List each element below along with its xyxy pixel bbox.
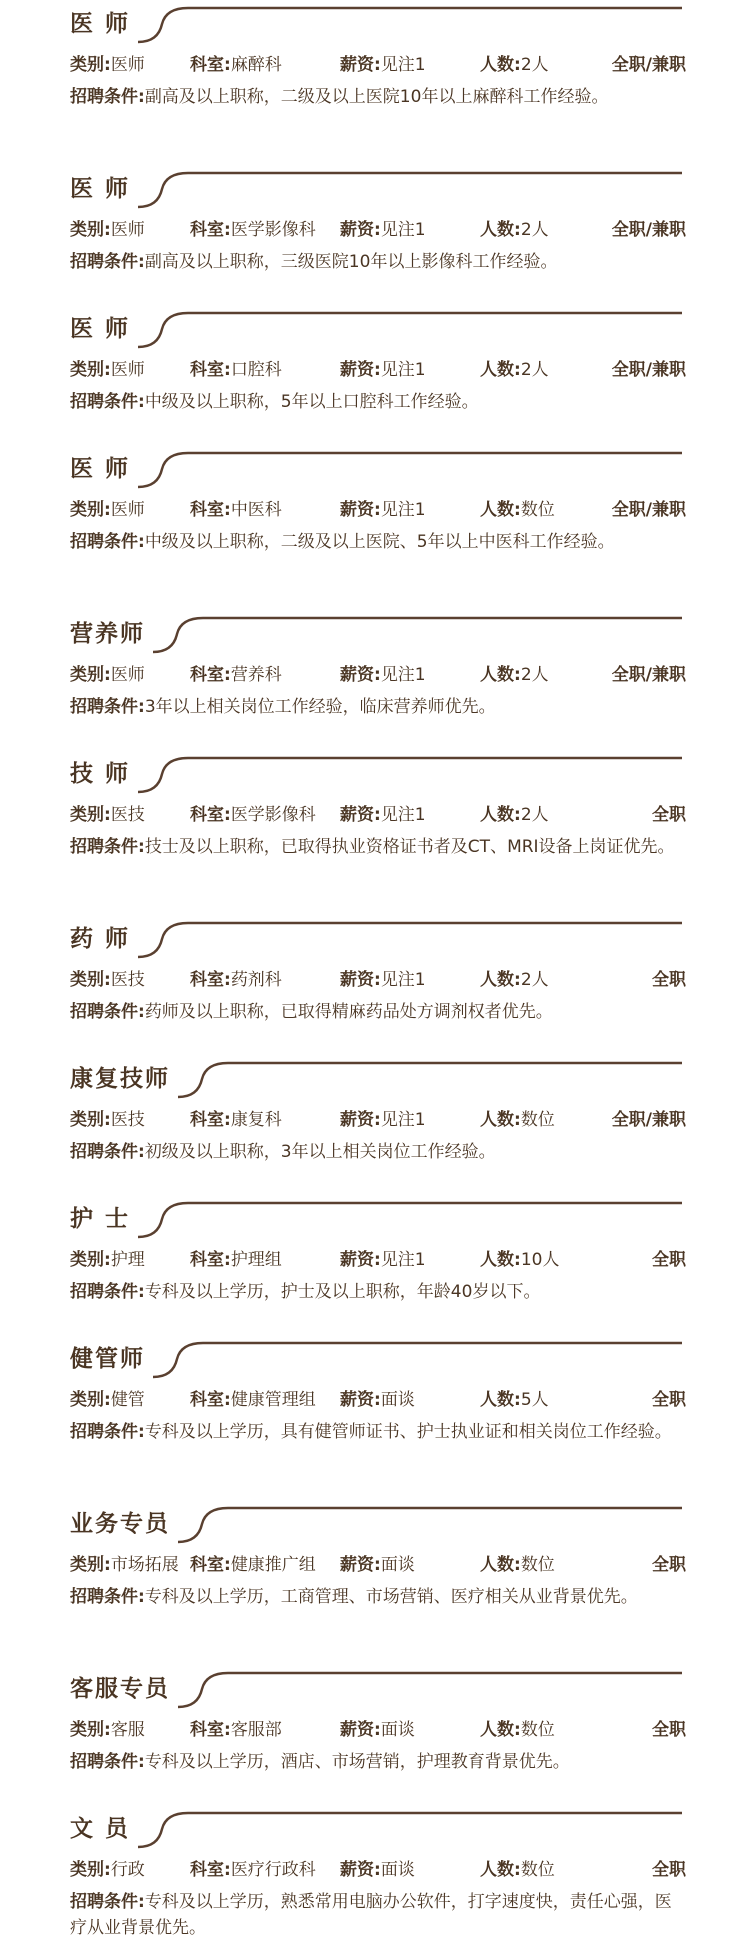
- headcount-field: 人数:数位: [480, 500, 555, 520]
- job-title: 康复技师: [70, 1066, 170, 1092]
- employment-type: 全职: [652, 805, 686, 825]
- category-field: 类别:医技: [70, 970, 145, 990]
- job-header: [0, 915, 750, 959]
- department-field: 科室:健康管理组: [190, 1390, 316, 1410]
- job-meta-row: [70, 1105, 686, 1131]
- job-conditions: 招聘条件:中级及以上职称，5年以上口腔科工作经验。: [70, 392, 479, 412]
- job-header: [0, 1335, 750, 1379]
- headcount-field: 人数:2人: [480, 55, 549, 75]
- title-divider-line: [0, 0, 750, 44]
- employment-type: 全职: [652, 1250, 686, 1270]
- job-conditions: 招聘条件:中级及以上职称，二级及以上医院、5年以上中医科工作经验。: [70, 532, 615, 552]
- job-conditions: 招聘条件:药师及以上职称，已取得精麻药品处方调剂权者优先。: [70, 1002, 553, 1022]
- title-divider-line: [0, 305, 750, 349]
- job-title: 业务专员: [70, 1511, 170, 1537]
- department-field: 科室:麻醉科: [190, 55, 282, 75]
- category-field: 类别:医技: [70, 805, 145, 825]
- job-card: [0, 750, 750, 857]
- employment-type: 全职/兼职: [611, 1110, 686, 1130]
- employment-type: 全职: [652, 1720, 686, 1740]
- job-header: [0, 1665, 750, 1709]
- department-field: 科室:康复科: [190, 1110, 282, 1130]
- salary-field: 薪资:见注1: [340, 805, 426, 825]
- job-conditions: 招聘条件:专科及以上学历，具有健管师证书、护士执业证和相关岗位工作经验。: [70, 1422, 672, 1442]
- job-meta-row: [70, 355, 686, 381]
- job-title: 技 师: [70, 761, 131, 787]
- headcount-field: 人数:数位: [480, 1110, 555, 1130]
- salary-field: 薪资:见注1: [340, 360, 426, 380]
- job-meta-row: [70, 1245, 686, 1271]
- job-meta-row: [70, 800, 686, 826]
- department-field: 科室:健康推广组: [190, 1555, 316, 1575]
- job-conditions: 招聘条件:专科及以上学历，熟悉常用电脑办公软件，打字速度快，责任心强，医疗从业背景优先。: [70, 1892, 672, 1938]
- title-divider-line: [0, 1665, 750, 1709]
- headcount-field: 人数:5人: [480, 1390, 549, 1410]
- job-title: 客服专员: [70, 1676, 170, 1702]
- headcount-field: 人数:2人: [480, 665, 549, 685]
- category-field: 类别:医师: [70, 665, 145, 685]
- job-card: [0, 1665, 750, 1772]
- job-header: [0, 1055, 750, 1099]
- job-card: [0, 1195, 750, 1302]
- job-header: [0, 1195, 750, 1239]
- headcount-field: 人数:2人: [480, 360, 549, 380]
- category-field: 类别:护理: [70, 1250, 145, 1270]
- department-field: 科室:中医科: [190, 500, 282, 520]
- job-conditions: 招聘条件:专科及以上学历，酒店、市场营销，护理教育背景优先。: [70, 1752, 570, 1772]
- salary-field: 薪资:见注1: [340, 220, 426, 240]
- employment-type: 全职/兼职: [611, 55, 686, 75]
- headcount-field: 人数:数位: [480, 1555, 555, 1575]
- category-field: 类别:客服: [70, 1720, 145, 1740]
- headcount-field: 人数:数位: [480, 1720, 555, 1740]
- title-divider-line: [0, 1055, 750, 1099]
- job-conditions: 招聘条件:技士及以上职称，已取得执业资格证书者及CT、MRI设备上岗证优先。: [70, 837, 675, 857]
- category-field: 类别:医师: [70, 360, 145, 380]
- headcount-field: 人数:2人: [480, 220, 549, 240]
- job-card: [0, 1805, 750, 1938]
- job-meta-row: [70, 1550, 686, 1576]
- job-title: 医 师: [70, 176, 131, 202]
- job-conditions: 招聘条件:初级及以上职称，3年以上相关岗位工作经验。: [70, 1142, 496, 1162]
- salary-field: 薪资:见注1: [340, 1110, 426, 1130]
- title-divider-line: [0, 1805, 750, 1849]
- job-meta-row: [70, 1385, 686, 1411]
- salary-field: 薪资:见注1: [340, 1250, 426, 1270]
- department-field: 科室:药剂科: [190, 970, 282, 990]
- department-field: 科室:口腔科: [190, 360, 282, 380]
- employment-type: 全职: [652, 970, 686, 990]
- job-meta-row: [70, 215, 686, 241]
- job-title: 护 士: [70, 1206, 131, 1232]
- job-meta-row: [70, 1715, 686, 1741]
- job-title: 药 师: [70, 926, 131, 952]
- title-divider-line: [0, 750, 750, 794]
- job-card: [0, 445, 750, 552]
- job-header: [0, 750, 750, 794]
- employment-type: 全职/兼职: [611, 360, 686, 380]
- job-meta-row: [70, 660, 686, 686]
- job-header: [0, 610, 750, 654]
- salary-field: 薪资:见注1: [340, 970, 426, 990]
- job-header: [0, 1500, 750, 1544]
- employment-type: 全职/兼职: [611, 665, 686, 685]
- title-divider-line: [0, 165, 750, 209]
- job-meta-row: [70, 495, 686, 521]
- title-divider-line: [0, 445, 750, 489]
- headcount-field: 人数:2人: [480, 970, 549, 990]
- job-meta-row: [70, 1855, 686, 1881]
- department-field: 科室:营养科: [190, 665, 282, 685]
- job-title: 文 员: [70, 1816, 131, 1842]
- job-conditions: 招聘条件:3年以上相关岗位工作经验，临床营养师优先。: [70, 697, 496, 717]
- department-field: 科室:客服部: [190, 1720, 282, 1740]
- salary-field: 薪资:见注1: [340, 500, 426, 520]
- job-conditions: 招聘条件:专科及以上学历，护士及以上职称，年龄40岁以下。: [70, 1282, 541, 1302]
- job-card: [0, 610, 750, 717]
- job-header: [0, 0, 750, 44]
- job-conditions: 招聘条件:专科及以上学历，工商管理、市场营销、医疗相关从业背景优先。: [70, 1587, 638, 1607]
- category-field: 类别:健管: [70, 1390, 145, 1410]
- headcount-field: 人数:10人: [480, 1250, 560, 1270]
- employment-type: 全职/兼职: [611, 220, 686, 240]
- department-field: 科室:护理组: [190, 1250, 282, 1270]
- job-card: [0, 915, 750, 1022]
- title-divider-line: [0, 915, 750, 959]
- job-card: [0, 1335, 750, 1442]
- job-card: [0, 1055, 750, 1162]
- department-field: 科室:医学影像科: [190, 805, 316, 825]
- salary-field: 薪资:见注1: [340, 55, 426, 75]
- category-field: 类别:市场拓展: [70, 1555, 179, 1575]
- category-field: 类别:医师: [70, 220, 145, 240]
- job-header: [0, 1805, 750, 1849]
- job-title: 健管师: [70, 1346, 145, 1372]
- employment-type: 全职: [652, 1860, 686, 1880]
- salary-field: 薪资:面谈: [340, 1720, 415, 1740]
- job-title: 医 师: [70, 11, 131, 37]
- salary-field: 薪资:面谈: [340, 1860, 415, 1880]
- job-conditions: 招聘条件:副高及以上职称，二级及以上医院10年以上麻醉科工作经验。: [70, 87, 609, 107]
- job-card: [0, 0, 750, 107]
- department-field: 科室:医学影像科: [190, 220, 316, 240]
- job-header: [0, 305, 750, 349]
- employment-type: 全职: [652, 1555, 686, 1575]
- job-meta-row: [70, 965, 686, 991]
- job-title: 营养师: [70, 621, 145, 647]
- job-meta-row: [70, 50, 686, 76]
- job-header: [0, 165, 750, 209]
- title-divider-line: [0, 610, 750, 654]
- job-card: [0, 305, 750, 412]
- job-conditions: 招聘条件:副高及以上职称，三级医院10年以上影像科工作经验。: [70, 252, 558, 272]
- job-header: [0, 445, 750, 489]
- category-field: 类别:行政: [70, 1860, 145, 1880]
- employment-type: 全职: [652, 1390, 686, 1410]
- headcount-field: 人数:2人: [480, 805, 549, 825]
- title-divider-line: [0, 1500, 750, 1544]
- salary-field: 薪资:见注1: [340, 665, 426, 685]
- category-field: 类别:医师: [70, 55, 145, 75]
- title-divider-line: [0, 1195, 750, 1239]
- department-field: 科室:医疗行政科: [190, 1860, 316, 1880]
- job-card: [0, 1500, 750, 1607]
- job-title: 医 师: [70, 456, 131, 482]
- employment-type: 全职/兼职: [611, 500, 686, 520]
- category-field: 类别:医师: [70, 500, 145, 520]
- title-divider-line: [0, 1335, 750, 1379]
- category-field: 类别:医技: [70, 1110, 145, 1130]
- job-card: [0, 165, 750, 272]
- salary-field: 薪资:面谈: [340, 1390, 415, 1410]
- headcount-field: 人数:数位: [480, 1860, 555, 1880]
- job-title: 医 师: [70, 316, 131, 342]
- salary-field: 薪资:面谈: [340, 1555, 415, 1575]
